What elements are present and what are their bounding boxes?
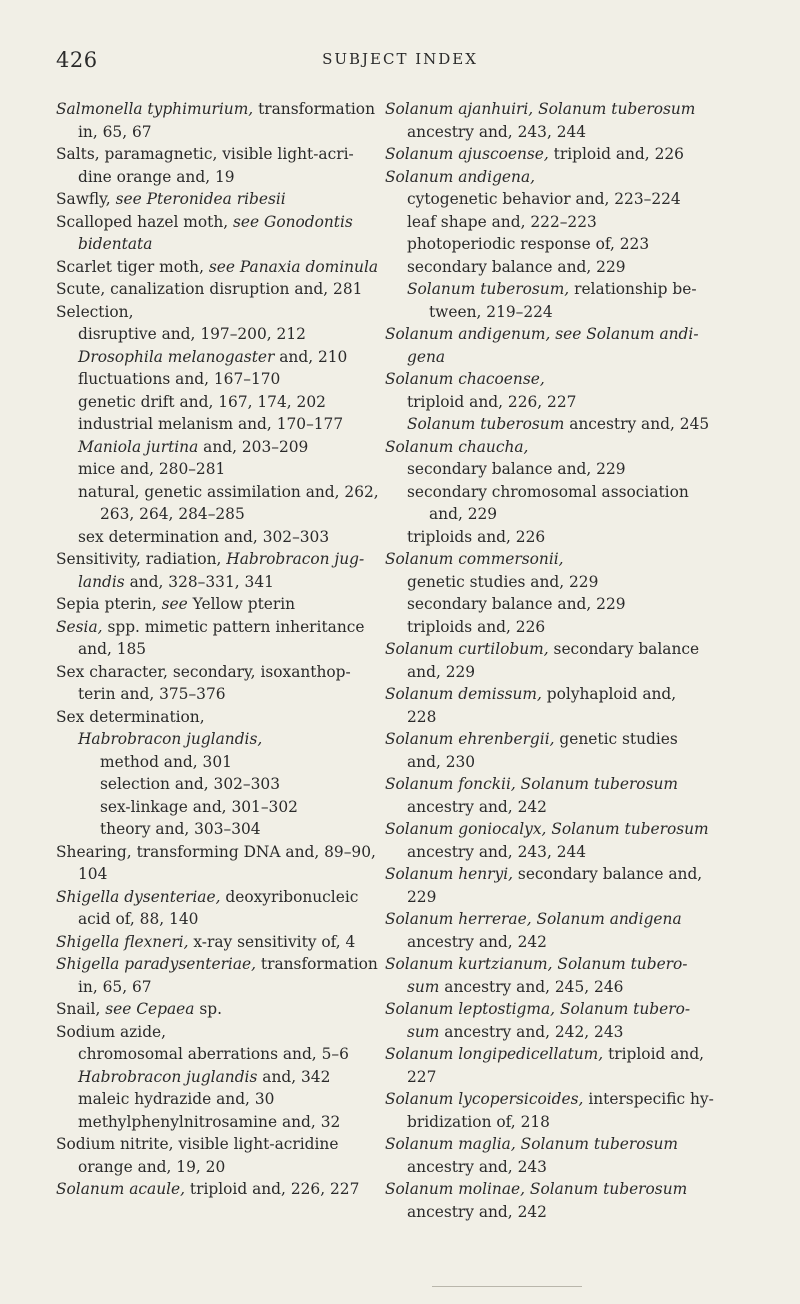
- index-line: [56, 211, 398, 234]
- index-term-italic: Solanum tuberosum,: [407, 280, 570, 298]
- index-term-italic: bidentata: [78, 235, 153, 253]
- index-term-italic: Solanum commersonii,: [385, 550, 564, 568]
- index-text: sex-linkage and, 301–302: [100, 797, 298, 816]
- index-line: [385, 1178, 743, 1201]
- index-text: bridization of, 218: [407, 1112, 550, 1131]
- index-column-left: [56, 98, 398, 1201]
- index-line: [56, 436, 398, 459]
- index-text: selection and, 302–303: [100, 775, 281, 793]
- index-term-italic: Shigella paradysenteriae,: [56, 955, 257, 973]
- index-term-italic: Solanum lycopersicoides,: [385, 1090, 584, 1108]
- index-text: mice and, 280–281: [78, 460, 226, 478]
- index-term-italic: Sesia,: [56, 617, 103, 636]
- index-term-italic: Solanum kurtzianum, Solanum tubero-: [385, 955, 688, 973]
- index-line: [385, 751, 743, 774]
- index-term-italic: Solanum henryi,: [385, 865, 514, 883]
- index-line: [56, 121, 398, 144]
- index-text: ancestry and, 242: [407, 932, 547, 951]
- index-line: [56, 98, 398, 121]
- index-text: genetic studies and, 229: [407, 572, 599, 591]
- index-text: method and, 301: [100, 752, 232, 771]
- index-line: [56, 256, 398, 279]
- index-line: [56, 773, 398, 796]
- index-line: [385, 706, 743, 729]
- index-line: [56, 188, 398, 211]
- index-term-italic: see Gonodontis: [233, 212, 353, 231]
- index-text: 228: [407, 707, 437, 726]
- index-term-italic: Solanum longipedicellatum,: [385, 1045, 604, 1063]
- index-line: [385, 1043, 743, 1066]
- index-text: Sex character, secondary, isoxanthop-: [56, 662, 351, 681]
- index-line: [385, 1021, 743, 1044]
- index-line: [56, 233, 398, 256]
- index-line: [56, 323, 398, 346]
- index-text: triploid and, 226, 227: [185, 1180, 360, 1198]
- index-line: [56, 1178, 398, 1201]
- index-text: Sensitivity, radiation,: [56, 550, 227, 568]
- index-text: 229: [407, 887, 437, 906]
- index-term-italic: see: [161, 595, 188, 613]
- index-line: [56, 1156, 398, 1179]
- index-text: 263, 264, 284–285: [100, 505, 245, 523]
- index-line: [56, 301, 398, 324]
- index-line: [56, 503, 398, 526]
- index-text: and, 229: [407, 662, 476, 681]
- index-term-italic: Solanum maglia, Solanum tuberosum: [385, 1135, 678, 1153]
- index-line: [56, 143, 398, 166]
- index-text: ancestry and, 245: [564, 415, 710, 433]
- index-text: ancestry and, 242, 243: [439, 1022, 624, 1041]
- index-line: [56, 458, 398, 481]
- index-text: maleic hydrazide and, 30: [78, 1090, 275, 1108]
- index-term-italic: Solanum leptostigma, Solanum tubero-: [385, 1000, 691, 1018]
- index-text: x-ray sensitivity of, 4: [188, 932, 356, 951]
- index-line: [385, 841, 743, 864]
- index-text: relationship be-: [569, 280, 697, 298]
- index-line: [385, 661, 743, 684]
- index-line: [385, 503, 743, 526]
- index-text: ancestry and, 243: [407, 1157, 547, 1176]
- index-text: Snail,: [56, 1000, 106, 1018]
- index-line: [385, 571, 743, 594]
- index-line: [385, 121, 743, 144]
- index-line: [385, 278, 743, 301]
- index-text: Yellow pterin: [187, 595, 296, 613]
- index-text: ancestry and, 242: [407, 1202, 547, 1221]
- index-line: [56, 1043, 398, 1066]
- index-line: [56, 998, 398, 1021]
- index-line: [56, 391, 398, 414]
- index-text: ancestry and, 243, 244: [407, 122, 587, 141]
- index-text: Sawfly,: [56, 190, 116, 208]
- index-line: [56, 526, 398, 549]
- index-line: [56, 368, 398, 391]
- index-line: [385, 413, 743, 436]
- index-text: Scalloped hazel moth,: [56, 212, 234, 231]
- index-term-italic: Salmonella typhimurium,: [56, 100, 254, 118]
- index-text: Sex determination,: [56, 707, 205, 726]
- index-line: [385, 1156, 743, 1179]
- index-text: and, 185: [78, 640, 147, 658]
- index-line: [56, 593, 398, 616]
- index-text: Selection,: [56, 302, 134, 321]
- index-term-italic: see Panaxia dominula: [208, 257, 379, 276]
- index-line: [56, 1111, 398, 1134]
- index-line: [385, 683, 743, 706]
- index-line: [56, 346, 398, 369]
- index-term-italic: Solanum demissum,: [385, 685, 542, 703]
- index-line: [385, 998, 743, 1021]
- index-term-italic: Solanum ehrenbergii,: [385, 730, 555, 748]
- index-line: [385, 863, 743, 886]
- index-term-italic: Shigella flexneri,: [56, 932, 189, 951]
- index-line: [385, 616, 743, 639]
- index-text: 104: [78, 865, 108, 883]
- index-text: and, 229: [429, 505, 498, 523]
- index-line: [385, 368, 743, 391]
- index-text: industrial melanism and, 170–177: [78, 415, 344, 433]
- index-term-italic: landis: [78, 572, 125, 591]
- index-text: interspecific hy-: [583, 1090, 714, 1108]
- index-term-italic: Habrobracon jug-: [226, 550, 365, 568]
- index-text: 227: [407, 1067, 437, 1086]
- index-line: [56, 616, 398, 639]
- index-line: [56, 166, 398, 189]
- index-line: [56, 661, 398, 684]
- index-line: [385, 593, 743, 616]
- running-head: SUBJECT INDEX: [322, 50, 478, 68]
- index-line: [56, 751, 398, 774]
- index-term-italic: gena: [407, 347, 446, 366]
- index-text: triploid and, 226: [548, 145, 684, 163]
- index-line: [56, 481, 398, 504]
- index-text: acid of, 88, 140: [78, 910, 199, 928]
- index-line: [56, 1133, 398, 1156]
- index-text: cytogenetic behavior and, 223–224: [407, 190, 681, 208]
- index-text: Scute, canalization disruption and, 281: [56, 280, 363, 298]
- index-line: [385, 1088, 743, 1111]
- index-line: [56, 571, 398, 594]
- index-text: deoxyribonucleic: [220, 887, 359, 906]
- index-line: [56, 976, 398, 999]
- index-text: leaf shape and, 222–223: [407, 212, 597, 231]
- index-text: and, 342: [257, 1067, 331, 1086]
- index-term-italic: sum: [407, 1022, 440, 1041]
- index-text: secondary chromosomal association: [407, 482, 689, 501]
- index-text: spp. mimetic pattern inheritance: [102, 617, 365, 636]
- index-text: photoperiodic response of, 223: [407, 235, 650, 253]
- index-line: [385, 976, 743, 999]
- index-line: [385, 481, 743, 504]
- index-line: [385, 233, 743, 256]
- index-term-italic: Solanum chaucha,: [385, 437, 529, 456]
- index-text: natural, genetic assimilation and, 262,: [78, 482, 379, 501]
- index-line: [56, 278, 398, 301]
- index-line: [56, 1066, 398, 1089]
- index-text: Sepia pterin,: [56, 595, 162, 613]
- index-text: and, 230: [407, 752, 476, 771]
- index-text: genetic studies: [554, 730, 678, 748]
- index-line: [385, 931, 743, 954]
- index-column-right: [385, 98, 743, 1223]
- index-text: chromosomal aberrations and, 5–6: [78, 1045, 349, 1063]
- index-text: orange and, 19, 20: [78, 1157, 226, 1176]
- index-term-italic: Maniola jurtina: [78, 437, 199, 456]
- index-line: [385, 728, 743, 751]
- index-text: secondary balance and,: [513, 865, 703, 883]
- index-line: [385, 886, 743, 909]
- index-term-italic: Solanum andigena,: [385, 167, 536, 186]
- index-text: triploid and,: [603, 1045, 705, 1063]
- index-line: [385, 953, 743, 976]
- index-term-italic: Shigella dysenteriae,: [56, 887, 221, 906]
- index-text: transformation: [253, 100, 375, 118]
- index-term-italic: Solanum acaule,: [56, 1180, 186, 1198]
- index-text: ancestry and, 245, 246: [439, 977, 624, 996]
- index-line: [385, 908, 743, 931]
- index-line: [385, 436, 743, 459]
- index-line: [56, 706, 398, 729]
- index-term-italic: Solanum ajanhuiri, Solanum tuberosum: [385, 100, 696, 118]
- index-line: [385, 1201, 743, 1224]
- bottom-rule: [432, 1286, 582, 1287]
- index-term-italic: see Cepaea: [105, 1000, 195, 1018]
- index-term-italic: Drosophila melanogaster: [78, 347, 275, 366]
- index-line: [56, 886, 398, 909]
- index-text: triploids and, 226: [407, 527, 546, 546]
- index-line: [56, 953, 398, 976]
- index-text: and, 203–209: [198, 437, 309, 456]
- index-text: ancestry and, 242: [407, 797, 547, 816]
- index-line: [385, 301, 743, 324]
- index-text: secondary balance and, 229: [407, 595, 626, 613]
- index-line: [385, 166, 743, 189]
- index-line: [56, 931, 398, 954]
- index-term-italic: sum: [407, 977, 440, 996]
- index-line: [385, 818, 743, 841]
- index-text: terin and, 375–376: [78, 685, 226, 703]
- index-line: [56, 548, 398, 571]
- index-line: [385, 211, 743, 234]
- index-line: [56, 638, 398, 661]
- index-line: [385, 1133, 743, 1156]
- index-line: [56, 1021, 398, 1044]
- index-term-italic: Solanum andigenum, see Solanum andi-: [385, 325, 699, 343]
- index-text: genetic drift and, 167, 174, 202: [78, 392, 326, 411]
- index-line: [56, 1088, 398, 1111]
- index-text: fluctuations and, 167–170: [78, 370, 281, 388]
- index-text: Scarlet tiger moth,: [56, 257, 209, 276]
- index-line: [56, 728, 398, 751]
- index-text: triploid and, 226, 227: [407, 392, 577, 411]
- index-line: [56, 796, 398, 819]
- index-text: triploids and, 226: [407, 617, 546, 636]
- index-line: [385, 143, 743, 166]
- page-number: 426: [56, 48, 98, 72]
- index-text: secondary balance and, 229: [407, 460, 626, 478]
- index-text: Sodium azide,: [56, 1022, 167, 1041]
- index-line: [385, 391, 743, 414]
- index-text: transformation: [256, 955, 378, 973]
- index-text: and, 210: [274, 347, 348, 366]
- index-text: ancestry and, 243, 244: [407, 842, 587, 861]
- index-text: disruptive and, 197–200, 212: [78, 325, 306, 343]
- index-text: sex determination and, 302–303: [78, 527, 330, 546]
- index-text: polyhaploid and,: [541, 685, 677, 703]
- index-text: secondary balance: [548, 640, 700, 658]
- index-line: [385, 548, 743, 571]
- index-line: [56, 841, 398, 864]
- index-text: theory and, 303–304: [100, 820, 261, 838]
- index-line: [385, 188, 743, 211]
- index-term-italic: Solanum tuberosum: [407, 415, 565, 433]
- index-text: Salts, paramagnetic, visible light-acri-: [56, 145, 354, 163]
- index-term-italic: Solanum ajuscoense,: [385, 145, 549, 163]
- index-line: [385, 256, 743, 279]
- index-line: [385, 796, 743, 819]
- index-line: [385, 773, 743, 796]
- index-line: [385, 1111, 743, 1134]
- index-line: [385, 1066, 743, 1089]
- index-term-italic: Solanum molinae, Solanum tuberosum: [385, 1180, 688, 1198]
- index-term-italic: Solanum herrerae, Solanum andigena: [385, 910, 682, 928]
- index-text: sp.: [194, 1000, 223, 1018]
- index-text: tween, 219–224: [429, 302, 553, 321]
- index-line: [56, 683, 398, 706]
- index-line: [385, 346, 743, 369]
- index-term-italic: Habrobracon juglandis,: [78, 730, 263, 748]
- index-text: and, 328–331, 341: [124, 572, 274, 591]
- index-line: [385, 526, 743, 549]
- index-line: [56, 818, 398, 841]
- index-text: Shearing, transforming DNA and, 89–90,: [56, 842, 376, 861]
- index-text: methylphenylnitrosamine and, 32: [78, 1112, 341, 1131]
- index-term-italic: Habrobracon juglandis: [78, 1067, 258, 1086]
- index-text: secondary balance and, 229: [407, 257, 626, 276]
- index-term-italic: see Pteronidea ribesii: [115, 190, 286, 208]
- index-text: in, 65, 67: [78, 977, 152, 996]
- index-line: [56, 413, 398, 436]
- index-line: [385, 458, 743, 481]
- index-term-italic: Solanum fonckii, Solanum tuberosum: [385, 775, 678, 793]
- index-line: [385, 98, 743, 121]
- index-line: [385, 638, 743, 661]
- index-line: [385, 323, 743, 346]
- index-text: in, 65, 67: [78, 122, 152, 141]
- index-text: Sodium nitrite, visible light-acridine: [56, 1135, 339, 1153]
- index-term-italic: Solanum goniocalyx, Solanum tuberosum: [385, 820, 709, 838]
- index-text: dine orange and, 19: [78, 167, 235, 186]
- index-term-italic: Solanum curtilobum,: [385, 640, 549, 658]
- index-term-italic: Solanum chacoense,: [385, 370, 545, 388]
- index-line: [56, 908, 398, 931]
- index-line: [56, 863, 398, 886]
